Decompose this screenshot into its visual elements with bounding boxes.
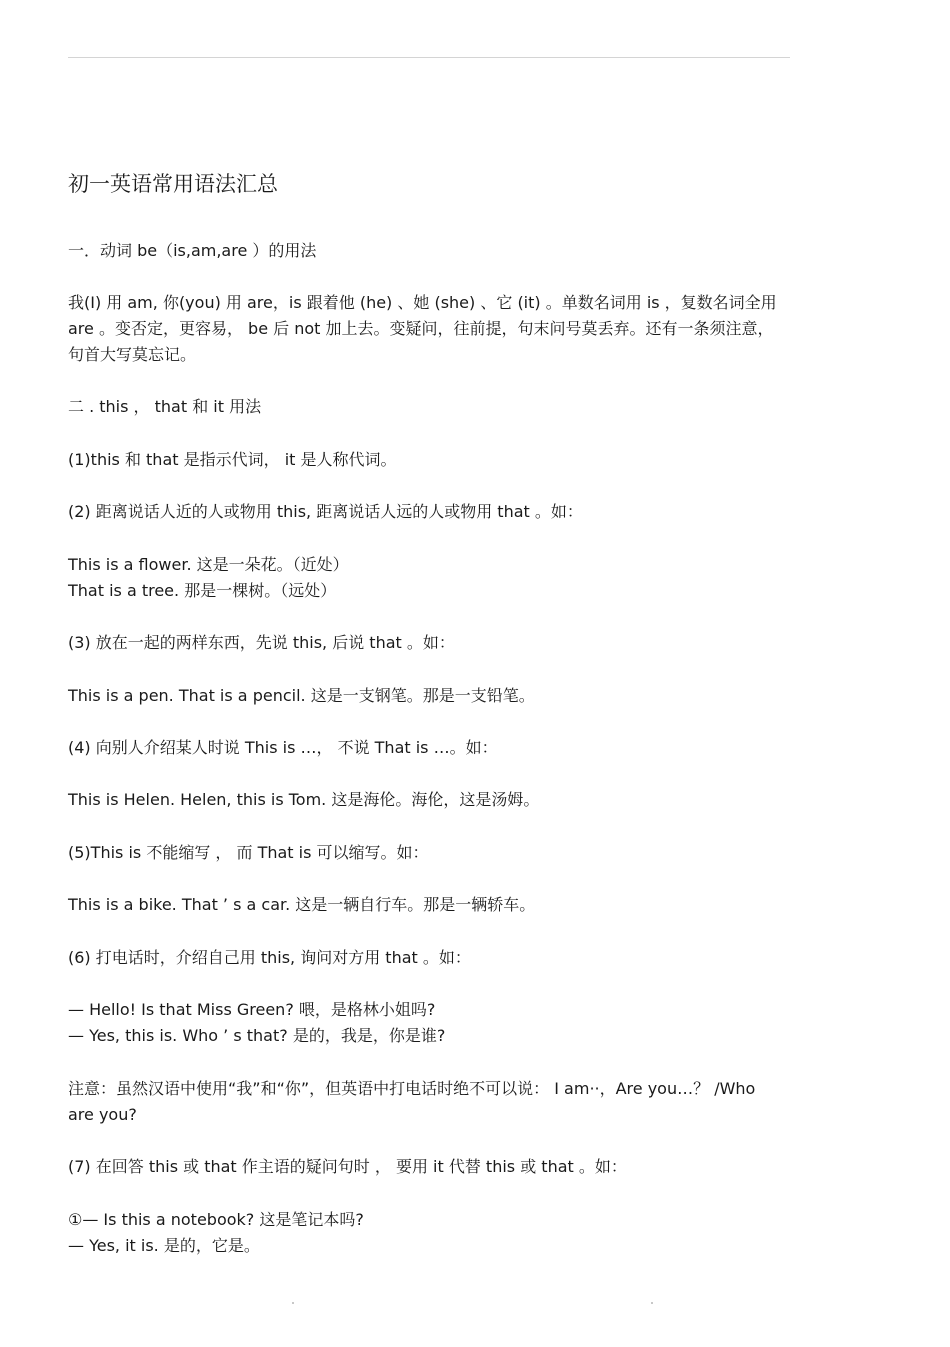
rule-6: (6) 打电话时，介绍自己用 this, 询问对方用 that 。如： [68,948,471,967]
note-line: are you? [68,1105,137,1124]
rule-7: (7) 在回答 this 或 that 作主语的疑问句时 ， 要用 it 代替 this 或 that 。如： [68,1157,627,1176]
example-line: This is a flower. 这是一朵花。（近处） [68,555,349,574]
example-line: — Yes, this is. Who ’ s that? 是的，我是，你是谁? [68,1026,446,1045]
rule-1: (1)this 和 that 是指示代词， it 是人称代词。 [68,450,397,469]
paragraph-line: 我(I) 用 am, 你(you) 用 are，is 跟着他 (he) 、她 (she) 、它 (it) 。单数名词用 is ，复数名词全用 [68,293,777,312]
rule-3: (3) 放在一起的两样东西，先说 this, 后说 that 。如： [68,633,455,652]
section-heading-this-that: 二 . this ， that 和 it 用法 [68,397,262,416]
example-line: — Hello! Is that Miss Green? 喂，是格林小姐吗? [68,1000,436,1019]
paragraph-line: are 。变否定，更容易， be 后 not 加上去。变疑问，往前提，句末问号莫丢弃。还有一条须注意， [68,319,774,338]
paragraph-line: 句首大写莫忘记。 [68,345,197,364]
page-title: 初一英语常用语法汇总 [68,172,278,196]
rule-5: (5)This is 不能缩写 ， 而 That is 可以缩写。如： [68,843,429,862]
example-line: This is a bike. That ’ s a car. 这是一辆自行车。那是一辆轿车。 [68,895,536,914]
example-line: This is a pen. That is a pencil. 这是一支钢笔。那是一支铅笔。 [68,686,535,705]
example-line: That is a tree. 那是一棵树。（远处） [68,581,337,600]
rule-4: (4) 向别人介绍某人时说 This is …， 不说 That is …。如： [68,738,498,757]
header-rule [68,57,790,58]
footer-mark [292,1302,294,1304]
example-line: ①— Is this a notebook? 这是笔记本吗? [68,1210,364,1229]
example-line: This is Helen. Helen, this is Tom. 这是海伦。海伦，这是汤姆。 [68,790,540,809]
note-line: 注意：虽然汉语中使用“我”和“你”，但英语中打电话时绝不可以说： I am··，Are you…？ /Who [68,1079,756,1098]
rule-2: (2) 距离说话人近的人或物用 this, 距离说话人远的人或物用 that 。如： [68,502,583,521]
footer-mark [651,1302,653,1304]
example-line: — Yes, it is. 是的，它是。 [68,1236,260,1255]
section-heading-be: 一．动词 be（is,am,are ）的用法 [68,241,317,260]
